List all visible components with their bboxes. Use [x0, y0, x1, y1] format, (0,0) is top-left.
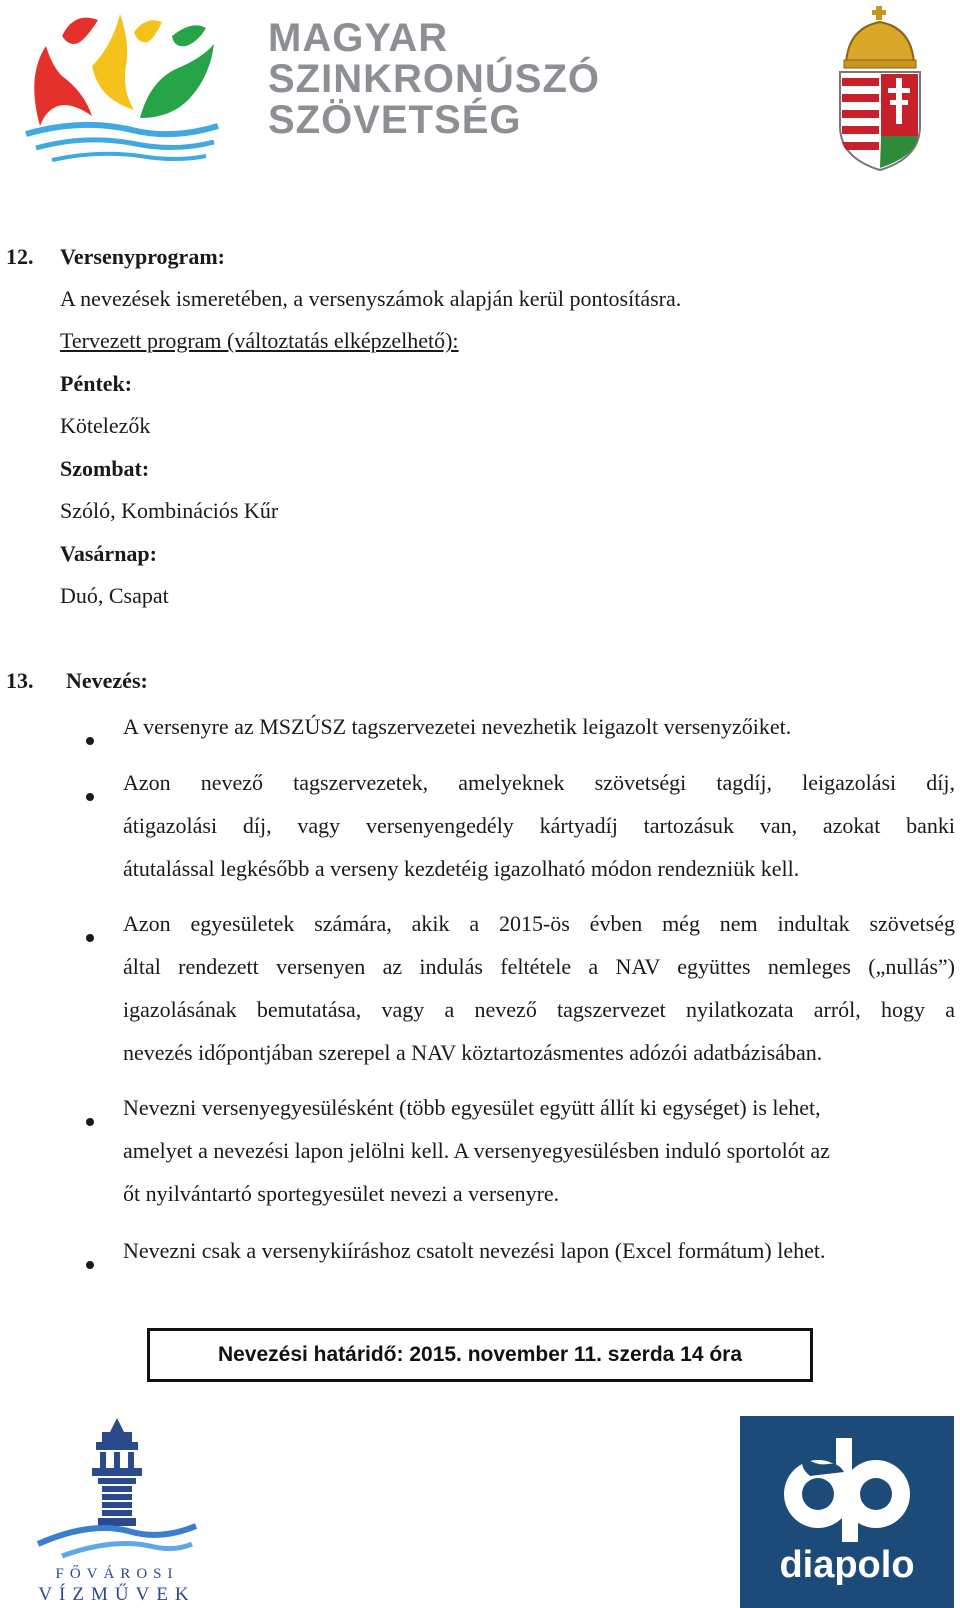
section-12-number: 12.	[6, 244, 34, 269]
paragraph-line: Azon egyesületek számára, akik a 2015-ös évben még nem indultak szövetség	[123, 911, 955, 936]
bullet-paragraph-1	[123, 705, 955, 748]
paragraph-line: Nevezni csak a versenykiíráshoz csatolt nevezési lapon (Excel formátum) lehet.	[123, 1238, 826, 1263]
bullet-paragraph-4	[123, 1086, 955, 1215]
bullet-icon	[86, 1118, 94, 1126]
paragraph-line: nevezés időpontjában szerepel a NAV köztartozásmentes adózói adatbázisában.	[123, 1040, 823, 1065]
paragraph-line: átigazolási díj, vagy versenyengedély kártyadíj tartozásuk van, azokat banki	[123, 813, 955, 838]
vizmuvek-line-1: FŐVÁROSI	[55, 1566, 179, 1582]
dp-logo-icon	[740, 1416, 954, 1544]
paragraph-line: Azon nevező tagszervezetek, amelyeknek szövetségi tagdíj, leigazolási díj,	[123, 770, 955, 795]
org-name-line-3: SZÖVETSÉG	[268, 98, 522, 142]
bullet-paragraph-3	[123, 902, 955, 1074]
deadline-box	[147, 1328, 813, 1382]
bullet-icon	[86, 934, 94, 942]
bullet-paragraph-5	[123, 1229, 955, 1272]
bullet-icon	[86, 1261, 94, 1269]
section-13-number: 13.	[6, 668, 34, 693]
org-name-line-2: SZINKRONÚSZÓ	[268, 57, 600, 101]
bullet-paragraph-2	[123, 761, 955, 890]
bullet-icon	[86, 793, 94, 801]
section-12-intro: A nevezések ismeretében, a versenyszámok alapján kerül pontosításra.	[60, 286, 682, 311]
section-13-title: Nevezés:	[66, 668, 148, 693]
bullet-icon	[86, 737, 94, 745]
day-friday: Péntek:	[60, 371, 133, 396]
paragraph-line: A versenyre az MSZÚSZ tagszervezetei nevezhetik leigazolt versenyzőiket.	[123, 714, 792, 739]
deadline-text: Nevezési határidő: 2015. november 11. szerda 14 óra	[217, 1343, 743, 1366]
day-saturday-events: Szóló, Kombinációs Kűr	[60, 498, 279, 523]
hungarian-coat-of-arms-icon	[838, 6, 922, 172]
vizmuvek-line-2: VÍZMŰVEK	[38, 1584, 196, 1605]
diapolo-logo	[740, 1416, 954, 1608]
day-friday-events: Kötelezők	[60, 413, 151, 438]
paragraph-line: igazolásának bemutatása, vagy a nevező tagszervezet nyilatkozata arról, hogy a	[123, 997, 955, 1022]
day-sunday-events: Duó, Csapat	[60, 583, 169, 608]
section-12-title: Versenyprogram:	[60, 244, 225, 269]
day-sunday: Vasárnap:	[60, 541, 157, 566]
diapolo-name: diapolo	[779, 1544, 915, 1586]
paragraph-line: által rendezett versenyen az indulás feltétele a NAV együttes nemleges („nullás”)	[123, 954, 955, 979]
paragraph-line: amelyet a nevezési lapon jelölni kell. A versenyegyesülésben induló sportolót az	[123, 1138, 830, 1163]
paragraph-line: Nevezni versenyegyesülésként (több egyesület együtt állít ki egységet) is lehet,	[123, 1095, 821, 1120]
paragraph-line: átutalással legkésőbb a verseny kezdetéig igazolható módon rendezniük kell.	[123, 856, 800, 881]
paragraph-line: őt nyilvántartó sportegyesület nevezi a versenyre.	[123, 1181, 560, 1206]
planned-program-heading: Tervezett program (változtatás elképzelhető):	[60, 328, 459, 353]
organization-name	[268, 18, 648, 141]
vizmuvek-logo	[32, 1416, 202, 1606]
day-saturday: Szombat:	[60, 456, 150, 481]
water-tower-logo-icon	[32, 1416, 202, 1566]
synchronized-swimmers-logo-icon	[22, 6, 222, 164]
org-name-line-1: MAGYAR	[268, 16, 449, 60]
